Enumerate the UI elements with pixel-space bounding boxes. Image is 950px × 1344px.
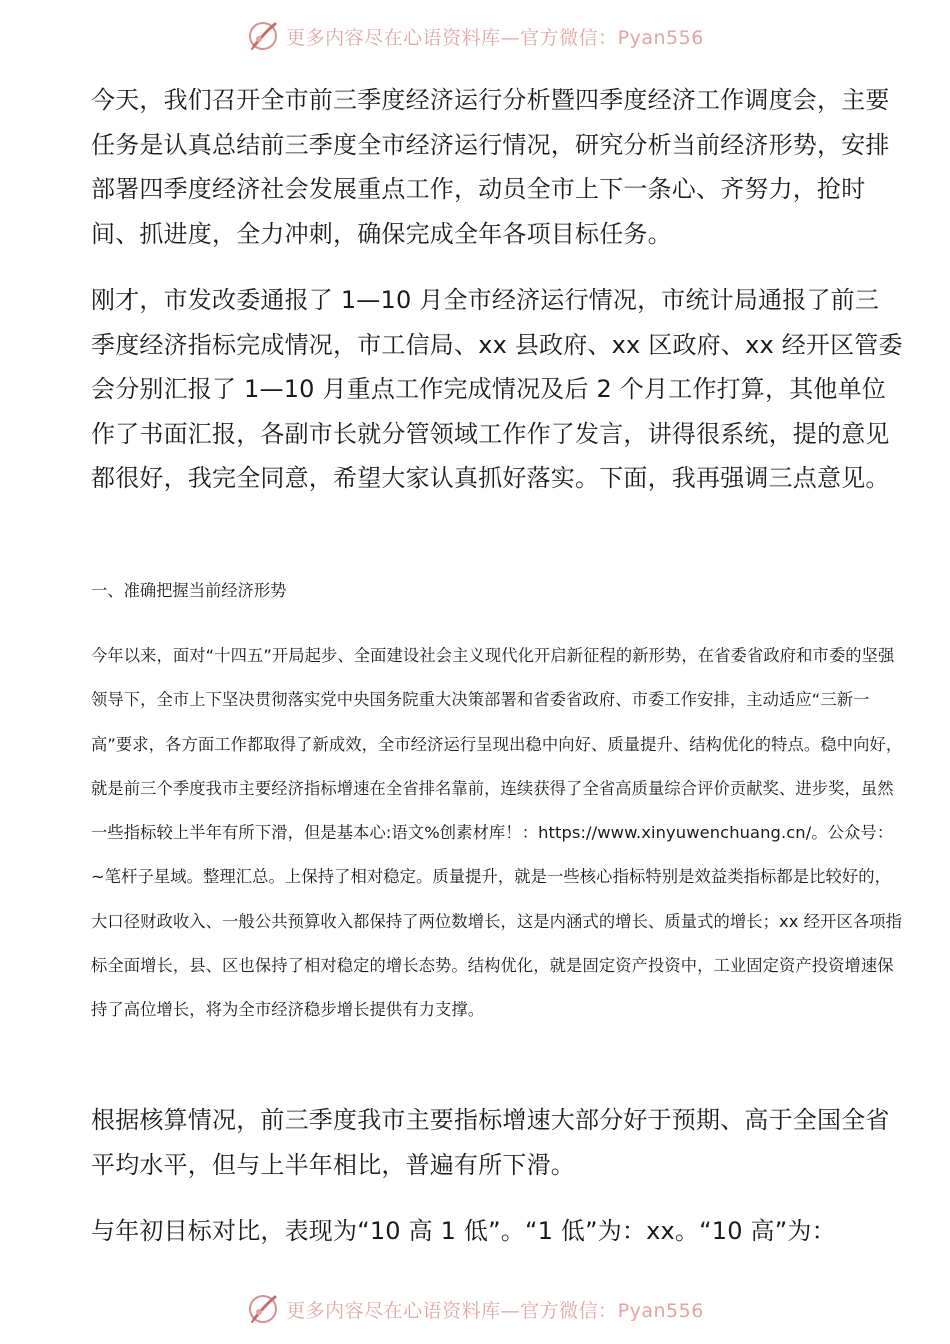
paragraph-situation: 今年以来，面对“十四五”开局起步、全面建设社会主义现代化开启新征程的新形势，在省委省政府和市委的坚强领导下，全市上下坚决贯彻落实党中央国务院重大决策部署和省委省政府、市委工作安排，主动适应“三新一高”要求，各方面工作都取得了新成效，全市经济运行呈现出稳中向好、质量提升、结构优化的特点。稳中向好，就是前三个季度我市主要经济指标增速在全省排名靠前，连续获得了全省高质量综合评价贡献奖、进步奖，虽然一些指标较上半年有所下滑，但是基本心:语文%创素材库！：https://www.xinyuwenchuang.cn/。公众号：~笔杆子星域。整理汇总。上保持了相对稳定。质量提升，就是一些核心指标特别是效益类指标都是比较好的，大口径财政收入、一般公共预算收入都保持了两位数增长，这是内涵式的增长、质量式的增长；xx 经开区各项指标全面增长，县、区也保持了相对稳定的增长态势。结构优化，就是固定资产投资中，工业固定资产投资增速保持了高位增长，将为全市经济稳步增长提供有力支撑。 <box>91 646 903 1020</box>
paragraph-accounting: 根据核算情况，前三季度我市主要指标增速大部分好于预期、高于全国全省平均水平，但与上半年相比，普遍有所下滑。 <box>91 1106 890 1179</box>
section-heading: 一、准确把握当前经济形势 <box>91 581 287 600</box>
watermark-text: 更多内容尽在心语资料库—官方微信：Pyan556 <box>286 26 704 49</box>
watermark-text: 更多内容尽在心语资料库—官方微信：Pyan556 <box>286 1299 704 1322</box>
watermark-header <box>0 16 950 56</box>
paragraph-opening: 今天，我们召开全市前三季度经济运行分析暨四季度经济工作调度会，主要任务是认真总结前三季度全市经济运行情况，研究分析当前经济形势，安排部署四季度经济社会发展重点工作，动员全市上下一条心、齐努力，抢时间、抓进度，全力冲刺，确保完成全年各项目标任务。 <box>91 86 890 248</box>
paragraph-targets: 与年初目标对比，表现为“10 高 1 低”。“1 低”为：xx。“10 高”为： <box>91 1217 836 1245</box>
pen-logo-icon <box>246 1292 280 1326</box>
watermark-footer <box>0 1289 950 1329</box>
paragraph-reports: 刚才，市发改委通报了 1—10 月全市经济运行情况，市统计局通报了前三季度经济指标完成情况，市工信局、xx 县政府、xx 区政府、xx 经开区管委会分别汇报了 1—10 月重点工作完成情况及后 2 个月工作打算，其他单位作了书面汇报，各副市长就分管领域工作作了发言，讲得很系统，提的意见都很好，我完全同意，希望大家认真抓好落实。下面，我再强调三点意见。 <box>91 286 903 492</box>
pen-logo-icon <box>246 19 280 53</box>
